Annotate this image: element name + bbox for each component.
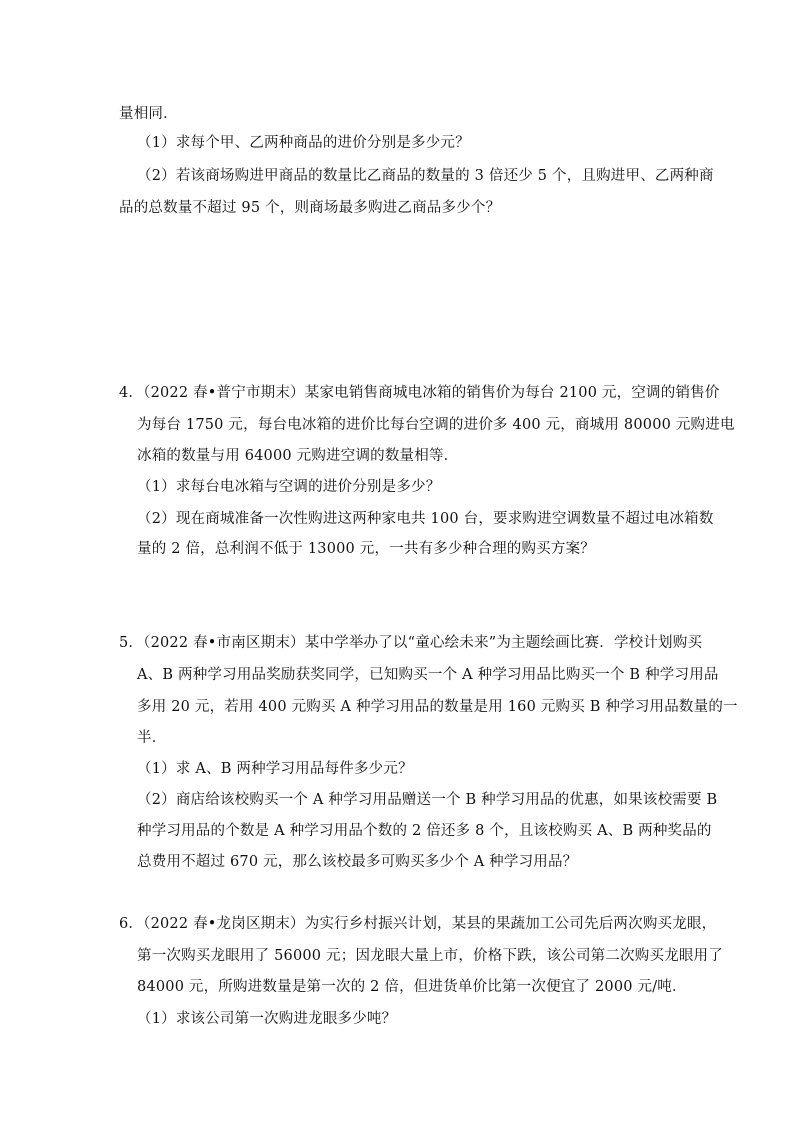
q5-sub1: （1）求 A、B 两种学习用品每件多少元？ (137, 761, 413, 777)
q6-sub1: （1）求该公司第一次购进龙眼多少吨？ (137, 1011, 397, 1027)
q5-sub2-line3: 总费用不超过 670 元，那么该校最多可购买多少个 A 种学习用品？ (137, 854, 578, 870)
q4-line1: 4．（2022 春•普宁市期末）某家电销售商城电冰箱的销售价为每台 2100 元，空调的销售价 (119, 385, 720, 401)
q3-tail: 量相同． (119, 106, 178, 122)
q5-line3: 多用 20 元，若用 400 元购买 A 种学习用品的数量是用 160 元购买 B 种学习用品数量的一 (137, 699, 738, 715)
q4-sub2-line2: 量的 2 倍，总利润不低于 13000 元，一共有多少种合理的购买方案？ (137, 541, 595, 557)
q3-sub2-line2: 品的总数量不超过 95 个，则商场最多购进乙商品多少个？ (119, 200, 501, 216)
q6-line2: 第一次购买龙眼用了 56000 元；因龙眼大量上市，价格下跌，该公司第二次购买龙眼用了 (137, 948, 723, 964)
q5-sub2-line1: （2）商店给该校购买一个 A 种学习用品赠送一个 B 种学习用品的优惠，如果该校需要 B (137, 792, 718, 808)
q5-line1: 5．（2022 春•市南区期末）某中学举办了以“童心绘未来”为主题绘画比赛．学校计划购买 (119, 635, 703, 651)
q6-line1: 6．（2022 春•龙岗区期末）为实行乡村振兴计划，某县的果蔬加工公司先后两次购买龙眼， (119, 916, 717, 932)
q4-line3: 冰箱的数量与用 64000 元购进空调的数量相等． (137, 448, 459, 464)
q4-sub1: （1）求每台电冰箱与空调的进价分别是多少？ (137, 479, 441, 495)
q3-sub2-line1: （2）若该商场购进甲商品的数量比乙商品的数量的 3 倍还少 5 个，且购进甲、乙两种商 (137, 168, 714, 184)
q3-sub1: （1）求每个甲、乙两种商品的进价分别是多少元？ (137, 135, 470, 151)
q5-line2: A、B 两种学习用品奖励获奖同学，已知购买一个 A 种学习用品比购买一个 B 种学习用品 (137, 667, 719, 683)
q5-line4: 半． (137, 730, 167, 746)
q5-sub2-line2: 种学习用品的个数是 A 种学习用品个数的 2 倍还多 8 个，且该校购买 A、B 两种奖品的 (137, 823, 712, 839)
q4-sub2-line1: （2）现在商城准备一次性购进这两种家电共 100 台，要求购进空调数量不超过电冰箱数 (137, 511, 714, 527)
q6-line3: 84000 元，所购进数量是第一次的 2 倍，但进货单价比第一次便宜了 2000 元/吨． (137, 979, 687, 995)
q4-line2: 为每台 1750 元，每台电冰箱的进价比每台空调的进价多 400 元，商城用 80000 元购进电 (137, 417, 735, 433)
